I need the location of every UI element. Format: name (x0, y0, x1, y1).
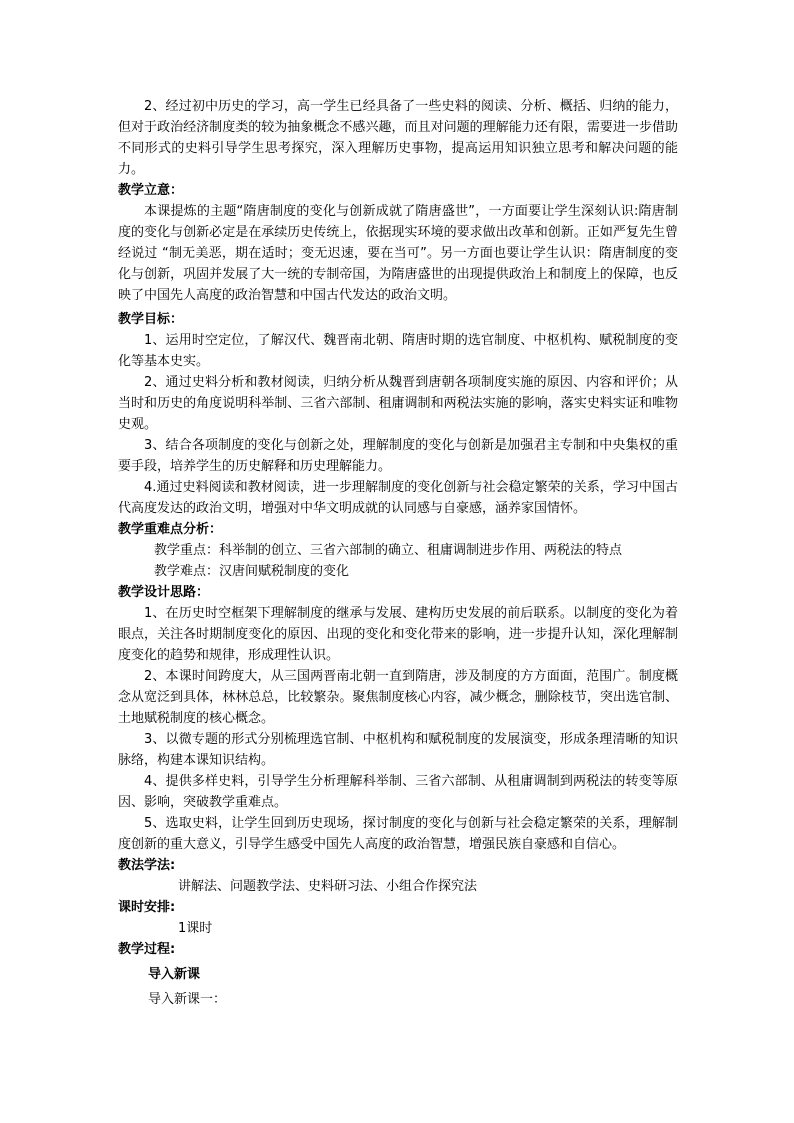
silu-item-3: 3、以微专题的形式分别梳理选官制、中枢机构和赋税制度的发展演变，形成条理清晰的知识脉络，构建本课知识结构。 (118, 732, 678, 768)
silu-item-4: 4、提供多样史料，引导学生分析理解科举制、三省六部制、从租庸调制到两税法的转变等原因、影响，突破教学重难点。 (118, 774, 678, 810)
nandian-text: 教学难点：汉唐间赋税制度的变化 (154, 564, 350, 579)
section-heading-fangfa: 教法学法: (118, 858, 176, 873)
zhongdian-text: 教学重点：科举制的创立、三省六部制的确立、租庸调制进步作用、两税法的特点 (154, 543, 623, 558)
guocheng-subheading: 导入新课 (148, 967, 201, 982)
lixiang-paragraph: 本课提炼的主题“隋唐制度的变化与创新成就了隋唐盛世”，一方面要让学生深刻认识:隋唐制度的变化与创新必定是在承续历史传统上，依据现实环境的要求做出改革和创新。正如严复先生曾经说过 “制无美恶，期在适时；变无迟速，要在当可”。另一方面也要让学生认识：隋唐制度的变化与创新，巩固并发展了大一统的专制帝国，为隋唐盛世的出现提供政治上和制度上的保障，也反映了中国先人高度的政治智慧和中国古代发达的政治文明。 (118, 204, 678, 303)
silu-item-2: 2、本课时间跨度大，从三国两晋南北朝一直到隋唐，涉及制度的方方面面，范围广。制度概念从宽泛到具体，林林总总，比较繁杂。聚焦制度核心内容，减少概念，删除枝节，突出选官制、土地赋税制度的核心概念。 (118, 669, 678, 726)
keshi-text: 1课时 (178, 921, 213, 936)
silu-item-1: 1、在历史时空框架下理解制度的继承与发展、建构历史发展的前后联系。以制度的变化为着眼点，关注各时期制度变化的原因、出现的变化和变化带来的影响，进一步提升认知，深化理解制度变化的趋势和规律，形成理性认识。 (118, 606, 678, 663)
intro-paragraph-2: 2、经过初中历史的学习，高一学生已经具备了一些史料的阅读、分析、概括、归纳的能力，但对于政治经济制度类的较为抽象概念不感兴趣，而且对问题的理解能力还有限，需要进一步借助不同形式的史料引导学生思考探究，深入理解历史事物，提高运用知识独立思考和解决问题的能力。 (118, 99, 678, 177)
section-heading-zhongnan: 教学重难点分析： (118, 522, 223, 537)
guocheng-line: 导入新课一： (148, 992, 227, 1007)
silu-item-5: 5、选取史料，让学生回到历史现场，探讨制度的变化与创新与社会稳定繁荣的关系，理解制度创新的重大意义，引导学生感受中国先人高度的政治智慧，增强民族自豪感和自信心。 (118, 816, 678, 852)
mubiao-item-3: 3、结合各项制度的变化与创新之处，理解制度的变化与创新是加强君主专制和中央集权的重要手段，培养学生的历史解释和历史理解能力。 (118, 438, 678, 474)
document-page (118, 96, 678, 1010)
section-heading-guocheng: 教学过程: (118, 942, 176, 957)
mubiao-item-4: 4.通过史料阅读和教材阅读，进一步理解制度的变化创新与社会稳定繁荣的关系，学习中国古代高度发达的政治文明，增强对中华文明成就的认同感与自豪感，涵养家国情怀。 (118, 480, 678, 516)
mubiao-item-1: 1、运用时空定位，了解汉代、魏晋南北朝、隋唐时期的选官制度、中枢机构、赋税制度的变化等基本史实。 (118, 333, 678, 369)
section-heading-lixiang: 教学立意： (118, 183, 184, 198)
mubiao-item-2: 2、通过史料分析和教材阅读，归纳分析从魏晋到唐朝各项制度实施的原因、内容和评价；从当时和历史的角度说明科举制、三省六部制、租庸调制和两税法实施的影响，落实史料实证和唯物史观。 (118, 375, 678, 432)
section-heading-mubiao: 教学目标： (118, 312, 184, 327)
section-heading-silu: 教学设计思路： (118, 585, 210, 600)
section-heading-keshi: 课时安排: (118, 900, 176, 915)
fangfa-text: 讲解法、问题教学法、史料研习法、小组合作探究法 (178, 879, 478, 894)
